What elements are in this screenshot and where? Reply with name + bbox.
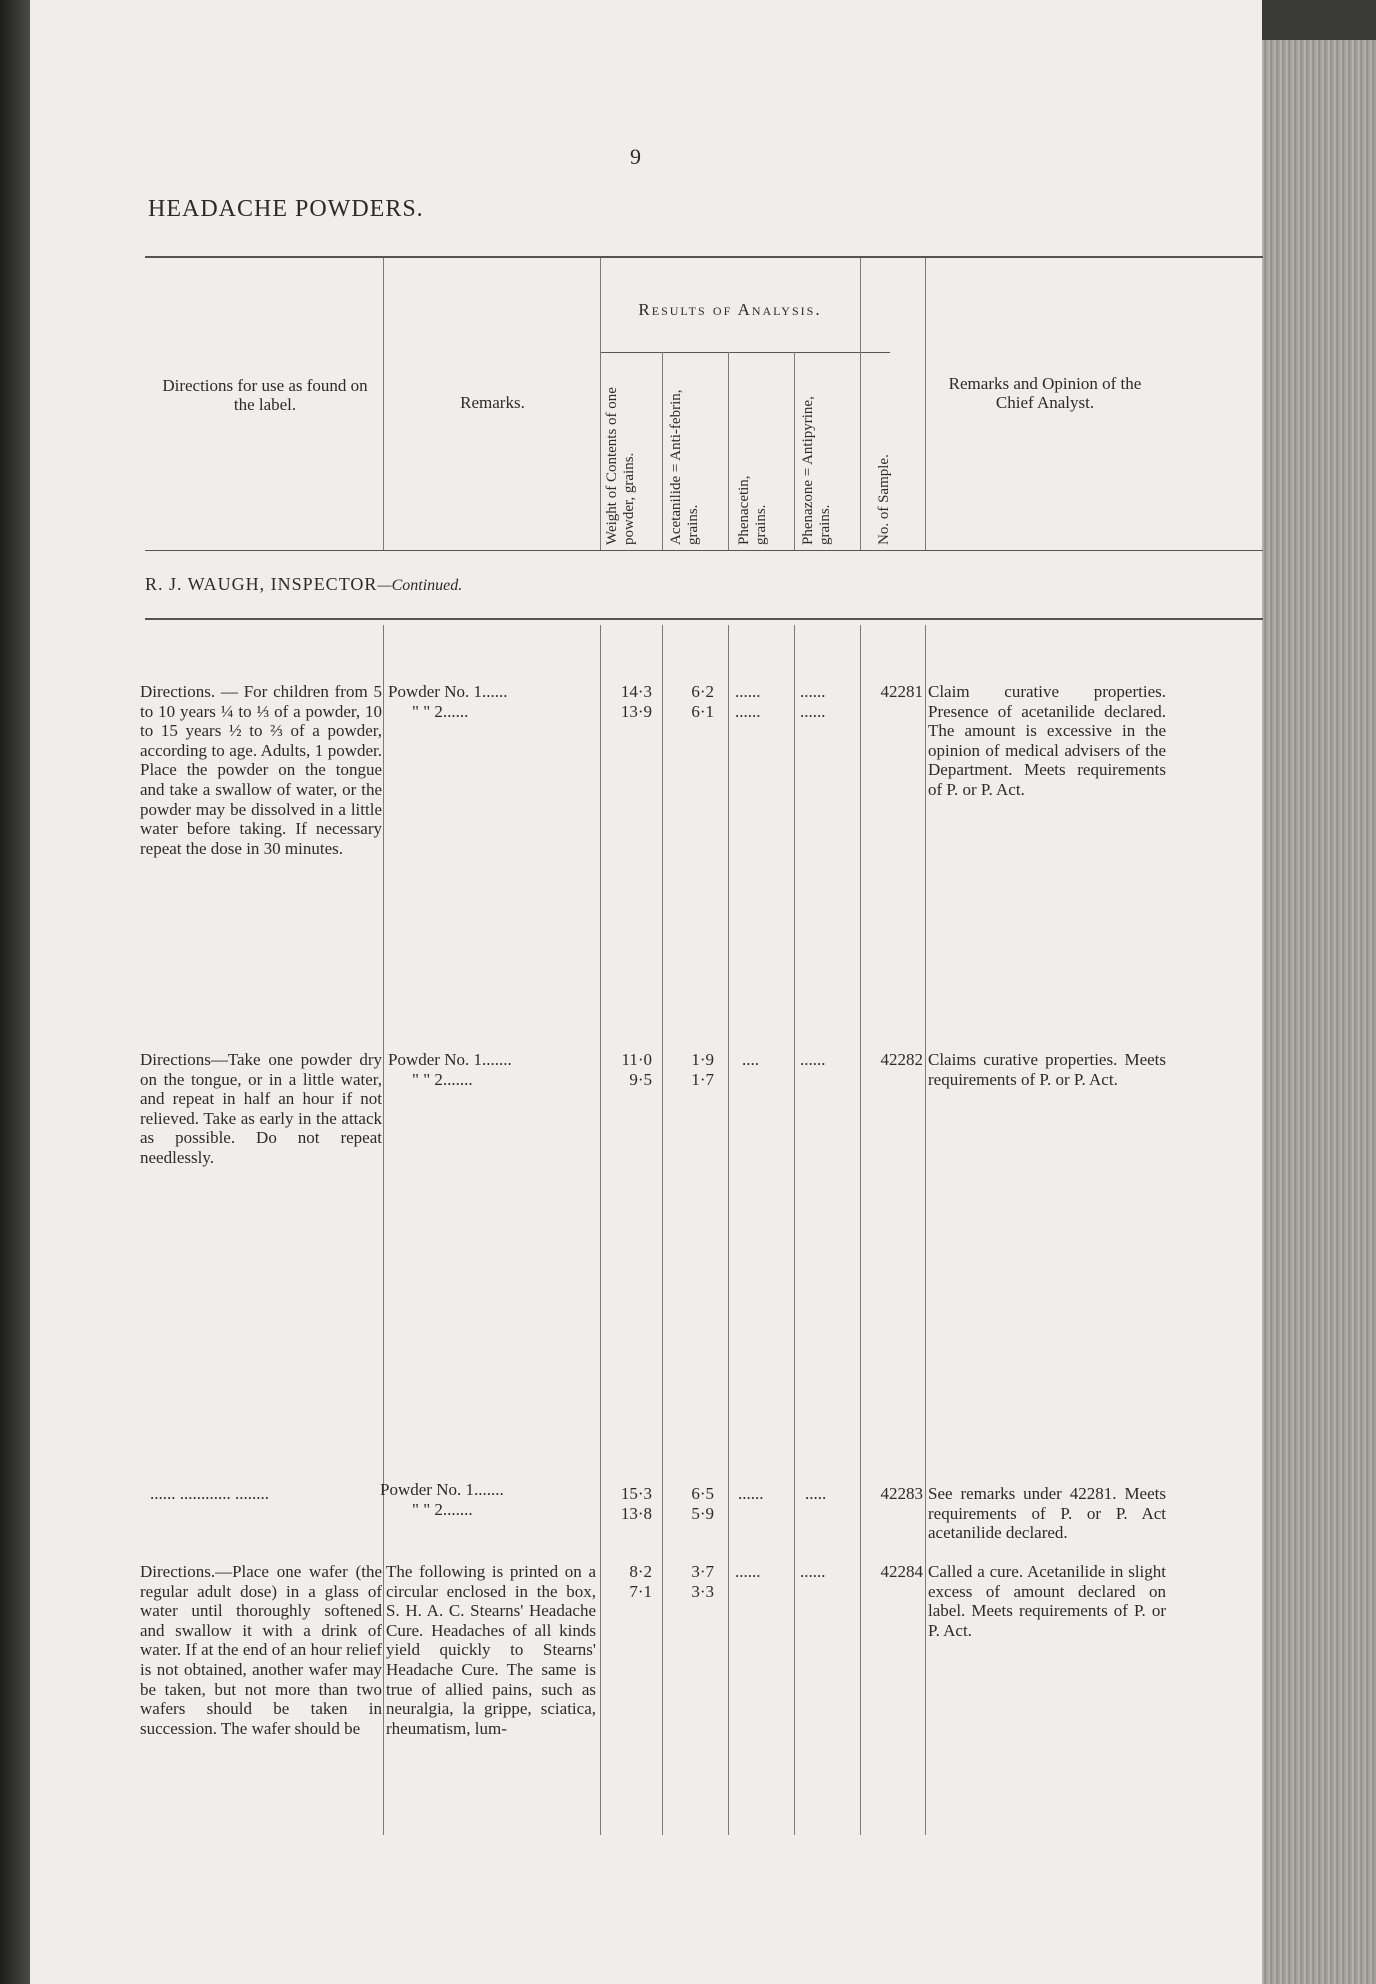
header-divider — [662, 352, 663, 550]
column-divider — [925, 625, 926, 1835]
continued-label: —Continued. — [377, 577, 463, 594]
header-divider — [794, 352, 795, 550]
phenacetin-value: ...... — [735, 702, 761, 721]
phenacetin-value: .... — [742, 1050, 759, 1069]
acetanilide-value: 3·3 — [691, 1582, 714, 1601]
sample-number: 42281 — [880, 682, 923, 701]
remarks-line: " " 2....... — [412, 1500, 473, 1519]
header-phenacetin: Phenacetin, grains. — [736, 475, 769, 545]
remarks-line: Powder No. 1...... — [388, 682, 508, 701]
acetanilide-value: 6·1 — [691, 702, 714, 721]
column-divider — [728, 625, 729, 1835]
column-divider — [860, 625, 861, 1835]
results-underline — [600, 352, 890, 353]
column-divider — [662, 625, 663, 1835]
page-stack-edge — [1255, 40, 1376, 1984]
directions-cell: Directions. — For children from 5 to 10 years ¼ to ⅓ of a powder, 10 to 15 years ½ to ⅔ of a powder, according to age. Adults, 1 powder. Place the powder on the tongue and take a swallow of water, or the powder may be dissolved in a little water before taking. If necessary repeat the dose in 30 minutes. — [140, 682, 382, 858]
weight-value: 15·3 — [620, 1484, 652, 1503]
phenazone-value: ...... — [800, 1050, 826, 1069]
remarks-cell: The following is printed on a circular enclosed in the box, S. H. A. C. Stearns' Headache Cure. Headaches of all kinds yield quickly to Stearns' Headache Cure. The same is true of allied pains, such as neuralgia, la grippe, sciatica, rheumatism, lum- — [386, 1562, 596, 1738]
header-weight: Weight of Contents of one powder, grains. — [604, 387, 637, 545]
column-divider — [383, 625, 384, 1835]
header-divider — [728, 352, 729, 550]
header-results: Results of Analysis. — [638, 300, 822, 319]
remarks-line: " " 2....... — [412, 1070, 473, 1089]
phenazone-value: ..... — [805, 1484, 827, 1503]
phenazone-value: ...... — [800, 682, 826, 701]
weight-value: 13·8 — [620, 1504, 652, 1523]
remarks-line: " " 2...... — [412, 702, 469, 721]
section-rule — [145, 618, 1263, 620]
page-number: 9 — [630, 144, 641, 169]
phenazone-value: ...... — [800, 702, 826, 721]
weight-value: 11·0 — [621, 1050, 652, 1069]
header-top-rule — [145, 256, 1263, 258]
directions-cell: Directions.—Place one wafer (the regular adult dose) in a glass of water until thoroughly softened and swallow it with a drink of water. If at the end of an hour relief is not obtained, another wafer may be taken, but not more than two wafers should be taken in succession. The wafer should be — [140, 1562, 382, 1738]
sample-number: 42284 — [880, 1562, 923, 1581]
directions-cell: ...... ............ ........ — [150, 1484, 269, 1503]
inspector-name: R. J. WAUGH, INSPECTOR — [145, 574, 378, 594]
phenazone-value: ...... — [800, 1562, 826, 1581]
weight-value: 14·3 — [620, 682, 652, 701]
opinion-cell: Called a cure. Acetanilide in slight excess of amount declared on label. Meets requirements of P. or P. Act. — [928, 1562, 1166, 1640]
weight-value: 7·1 — [629, 1582, 652, 1601]
phenacetin-value: ...... — [735, 682, 761, 701]
header-directions: Directions for use as found on the label. — [162, 376, 368, 414]
remarks-line: Powder No. 1....... — [380, 1480, 504, 1499]
document-page — [30, 0, 1262, 1984]
directions-cell: Directions—Take one powder dry on the tongue, or in a little water, and repeat in half an hour if not relieved. Take as early in the attack as possible. Do not repeat needlessly. — [140, 1050, 382, 1167]
header-acetanilide: Acetanilide = Anti-febrin, grains. — [668, 389, 701, 545]
header-opinion: Remarks and Opinion of the Chief Analyst. — [948, 374, 1142, 412]
acetanilide-value: 1·7 — [691, 1070, 714, 1089]
page-title: HEADACHE POWDERS. — [148, 196, 424, 222]
phenacetin-value: ...... — [738, 1484, 764, 1503]
phenacetin-value: ...... — [735, 1562, 761, 1581]
header-divider — [600, 258, 601, 550]
header-divider — [860, 258, 861, 550]
acetanilide-value: 1·9 — [691, 1050, 714, 1069]
weight-value: 9·5 — [629, 1070, 652, 1089]
acetanilide-value: 6·5 — [691, 1484, 714, 1503]
header-bottom-rule — [145, 550, 1263, 551]
opinion-cell: See remarks under 42281. Meets requirements of P. or P. Act acetanilide declared. — [928, 1484, 1166, 1543]
column-divider — [600, 625, 601, 1835]
header-sample-no: No. of Sample. — [876, 454, 892, 545]
acetanilide-value: 3·7 — [691, 1562, 714, 1581]
header-divider — [925, 258, 926, 550]
opinion-cell: Claims curative properties. Meets requirements of P. or P. Act. — [928, 1050, 1166, 1089]
column-divider — [794, 625, 795, 1835]
header-divider — [383, 258, 384, 550]
acetanilide-value: 6·2 — [691, 682, 714, 701]
sample-number: 42282 — [880, 1050, 923, 1069]
opinion-cell: Claim curative properties. Presence of acetanilide declared. The amount is excessive in the opinion of medical advisers of the Department. Meets requirements of P. or P. Act. — [928, 682, 1166, 799]
remarks-line: Powder No. 1....... — [388, 1050, 512, 1069]
section-heading — [145, 574, 462, 595]
weight-value: 8·2 — [629, 1562, 652, 1581]
acetanilide-value: 5·9 — [691, 1504, 714, 1523]
sample-number: 42283 — [880, 1484, 923, 1503]
header-phenazone: Phenazone = Antipyrine, grains. — [800, 396, 833, 545]
weight-value: 13·9 — [620, 702, 652, 721]
header-remarks: Remarks. — [460, 393, 525, 412]
